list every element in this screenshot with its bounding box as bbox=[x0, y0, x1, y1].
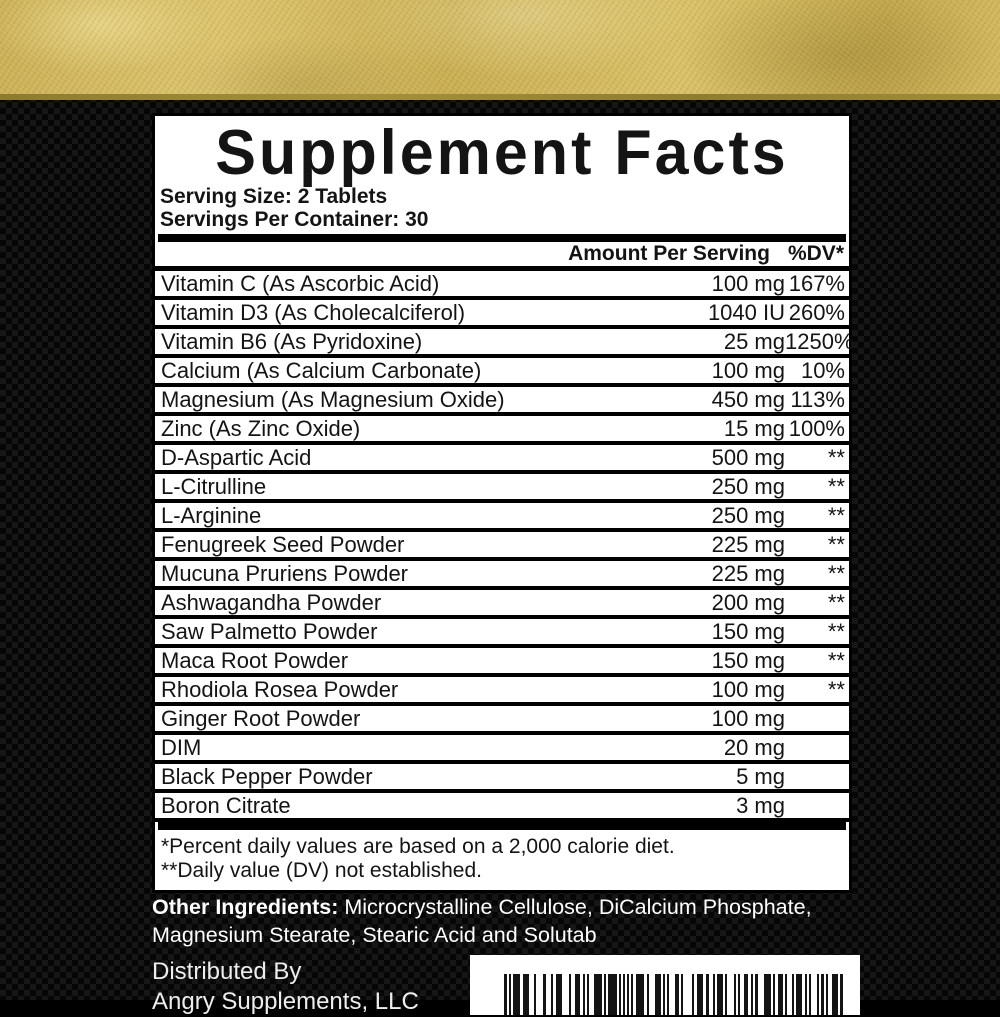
barcode-bar bbox=[523, 974, 529, 1015]
ingredient-name: L-Arginine bbox=[161, 503, 262, 528]
panel-title: Supplement Facts bbox=[215, 116, 789, 188]
ingredient-amount: 20 mg bbox=[723, 735, 785, 760]
barcode-bar bbox=[587, 974, 589, 1015]
table-row bbox=[155, 735, 849, 764]
barcode-bar bbox=[623, 974, 625, 1015]
ingredient-name: L-Citrulline bbox=[161, 474, 267, 499]
ingredient-name: Vitamin C (As Ascorbic Acid) bbox=[161, 271, 440, 296]
ingredient-name: DIM bbox=[161, 735, 202, 760]
footnote-percent-dv: *Percent daily values are based on a 2,000 calorie diet. bbox=[161, 835, 675, 858]
ingredient-amount: 150 mg bbox=[711, 619, 785, 644]
barcode-bar bbox=[773, 974, 775, 1015]
servings-per-container: Servings Per Container: 30 bbox=[160, 208, 429, 231]
barcode-bar bbox=[785, 974, 787, 1015]
barcode bbox=[470, 955, 860, 1015]
barcode-bar bbox=[805, 974, 807, 1015]
table-row bbox=[155, 271, 849, 300]
footnotes bbox=[155, 830, 849, 890]
ingredient-amount: 250 mg bbox=[711, 503, 785, 528]
ingredient-amount: 225 mg bbox=[711, 561, 785, 586]
barcode-bar bbox=[513, 974, 520, 1015]
barcode-bar bbox=[725, 974, 727, 1015]
barcode-bar bbox=[744, 974, 748, 1015]
ingredient-amount: 500 mg bbox=[711, 445, 785, 470]
table-row bbox=[155, 590, 849, 619]
barcode-bar bbox=[681, 974, 683, 1015]
divider-thick-bottom bbox=[158, 822, 846, 830]
barcode-bar bbox=[504, 974, 507, 1015]
ingredient-dv: 1250% bbox=[785, 329, 854, 354]
barcode-bar bbox=[832, 974, 838, 1015]
ingredient-dv: ** bbox=[827, 561, 845, 586]
table-row bbox=[155, 503, 849, 532]
gold-foil-band bbox=[0, 0, 1000, 100]
barcode-bar bbox=[509, 974, 511, 1015]
barcode-bar bbox=[675, 974, 679, 1015]
ingredient-amount: 100 mg bbox=[711, 677, 785, 702]
distributor-line2: Angry Supplements, LLC bbox=[152, 988, 419, 1015]
barcode-bar bbox=[594, 974, 602, 1015]
ingredient-amount: 450 mg bbox=[711, 387, 785, 412]
barcode-bar bbox=[667, 974, 669, 1015]
ingredient-dv: ** bbox=[827, 503, 845, 528]
ingredient-name: Saw Palmetto Powder bbox=[161, 619, 378, 644]
barcode-bar bbox=[647, 974, 649, 1015]
ingredient-dv: ** bbox=[827, 532, 845, 557]
ingredient-name: Fenugreek Seed Powder bbox=[161, 532, 405, 557]
barcode-bar bbox=[575, 974, 580, 1015]
ingredient-dv: 167% bbox=[788, 271, 845, 296]
ingredient-dv: ** bbox=[827, 619, 845, 644]
barcode-bar bbox=[792, 974, 794, 1015]
barcode-bar bbox=[692, 974, 694, 1015]
ingredient-amount: 25 mg bbox=[723, 329, 785, 354]
barcode-bar bbox=[583, 974, 585, 1015]
barcode-bar bbox=[627, 974, 629, 1015]
other-ingredients-text: Microcrystalline Cellulose, DiCalcium Phosphate, bbox=[338, 895, 812, 919]
barcode-bar bbox=[604, 974, 606, 1015]
other-ingredients-line2: Magnesium Stearate, Stearic Acid and Solutab bbox=[152, 923, 597, 947]
ingredient-name: Magnesium (As Magnesium Oxide) bbox=[161, 387, 505, 412]
divider-thick-top bbox=[158, 234, 846, 242]
other-ingredients-line1 bbox=[152, 893, 858, 921]
ingredient-name: Zinc (As Zinc Oxide) bbox=[161, 416, 361, 441]
ingredient-amount: 100 mg bbox=[711, 271, 785, 296]
ingredient-name: Rhodiola Rosea Powder bbox=[161, 677, 399, 702]
table-row bbox=[155, 677, 849, 706]
table-row bbox=[155, 358, 849, 387]
ingredient-amount: 250 mg bbox=[711, 474, 785, 499]
ingredient-amount: 100 mg bbox=[711, 358, 785, 383]
ingredient-dv: ** bbox=[827, 590, 845, 615]
barcode-bar bbox=[706, 974, 709, 1015]
table-row bbox=[155, 416, 849, 445]
ingredient-dv: ** bbox=[827, 677, 845, 702]
barcode-bar bbox=[796, 974, 802, 1015]
ingredient-name: Maca Root Powder bbox=[161, 648, 349, 673]
ingredient-name: Boron Citrate bbox=[161, 793, 291, 818]
barcode-bar bbox=[636, 974, 644, 1015]
table-row bbox=[155, 474, 849, 503]
ingredient-dv: ** bbox=[827, 445, 845, 470]
column-header-row bbox=[155, 242, 849, 266]
barcode-bar bbox=[543, 974, 546, 1015]
barcode-bar bbox=[551, 974, 553, 1015]
barcode-bar bbox=[655, 974, 661, 1015]
ingredient-amount: 1040 IU bbox=[707, 300, 785, 325]
dv-header: %DV* bbox=[787, 242, 844, 265]
footnote-dv-not-established: **Daily value (DV) not established. bbox=[161, 859, 482, 882]
ingredient-dv: ** bbox=[827, 648, 845, 673]
table-row bbox=[155, 619, 849, 648]
barcode-bar bbox=[619, 974, 621, 1015]
table-row bbox=[155, 532, 849, 561]
other-ingredients bbox=[152, 893, 858, 949]
amount-header: Amount Per Serving bbox=[568, 242, 770, 265]
ingredient-dv: 113% bbox=[790, 387, 845, 412]
other-ingredients-label: Other Ingredients: bbox=[152, 895, 339, 919]
ingredient-dv: 10% bbox=[800, 358, 845, 383]
ingredient-amount: 100 mg bbox=[711, 706, 785, 731]
barcode-bar bbox=[608, 974, 617, 1015]
barcode-bar bbox=[697, 974, 703, 1015]
serving-size: Serving Size: 2 Tablets bbox=[160, 185, 388, 208]
ingredient-amount: 15 mg bbox=[723, 416, 785, 441]
table-row bbox=[155, 445, 849, 474]
barcode-bar bbox=[738, 974, 740, 1015]
ingredient-name: Black Pepper Powder bbox=[161, 764, 373, 789]
barcode-bar bbox=[734, 974, 736, 1015]
barcode-bar bbox=[751, 974, 753, 1015]
ingredient-amount: 200 mg bbox=[711, 590, 785, 615]
barcode-bar bbox=[713, 974, 715, 1015]
ingredient-amount: 225 mg bbox=[711, 532, 785, 557]
barcode-bar bbox=[817, 974, 819, 1015]
table-row bbox=[155, 329, 854, 358]
ingredient-amount: 3 mg bbox=[736, 793, 785, 818]
ingredient-amount: 5 mg bbox=[736, 764, 785, 789]
ingredient-name: Mucuna Pruriens Powder bbox=[161, 561, 409, 586]
table-row bbox=[155, 561, 849, 590]
distributor-block bbox=[152, 957, 419, 1017]
ingredient-name: Calcium (As Calcium Carbonate) bbox=[161, 358, 482, 383]
barcode-bar bbox=[663, 974, 665, 1015]
ingredient-dv: ** bbox=[827, 474, 845, 499]
barcode-bars bbox=[504, 974, 843, 1015]
ingredient-name: Vitamin D3 (As Cholecalciferol) bbox=[161, 300, 466, 325]
barcode-bar bbox=[821, 974, 824, 1015]
barcode-bar bbox=[764, 974, 771, 1015]
ingredient-amount: 150 mg bbox=[711, 648, 785, 673]
ingredient-table bbox=[155, 271, 854, 822]
table-row bbox=[155, 648, 849, 677]
table-row bbox=[155, 764, 849, 793]
barcode-bar bbox=[778, 974, 783, 1015]
barcode-bar bbox=[809, 974, 811, 1015]
supplement-facts-panel bbox=[152, 113, 852, 893]
barcode-bar bbox=[569, 974, 571, 1015]
table-row bbox=[155, 706, 849, 735]
barcode-bar bbox=[717, 974, 723, 1015]
table-row bbox=[155, 387, 849, 416]
barcode-bar bbox=[840, 974, 843, 1015]
ingredient-dv: 260% bbox=[788, 300, 845, 325]
barcode-bar bbox=[534, 974, 536, 1015]
ingredient-dv: 100% bbox=[788, 416, 845, 441]
barcode-bar bbox=[556, 974, 562, 1015]
barcode-bar bbox=[755, 974, 758, 1015]
ingredient-name: D-Aspartic Acid bbox=[161, 445, 312, 470]
barcode-bar bbox=[631, 974, 633, 1015]
barcode-bar bbox=[826, 974, 828, 1015]
ingredient-name: Ginger Root Powder bbox=[161, 706, 361, 731]
table-row bbox=[155, 793, 849, 822]
ingredient-name: Vitamin B6 (As Pyridoxine) bbox=[161, 329, 423, 354]
ingredient-name: Ashwagandha Powder bbox=[161, 590, 382, 615]
table-row bbox=[155, 300, 849, 329]
distributor-line1: Distributed By bbox=[152, 958, 302, 985]
